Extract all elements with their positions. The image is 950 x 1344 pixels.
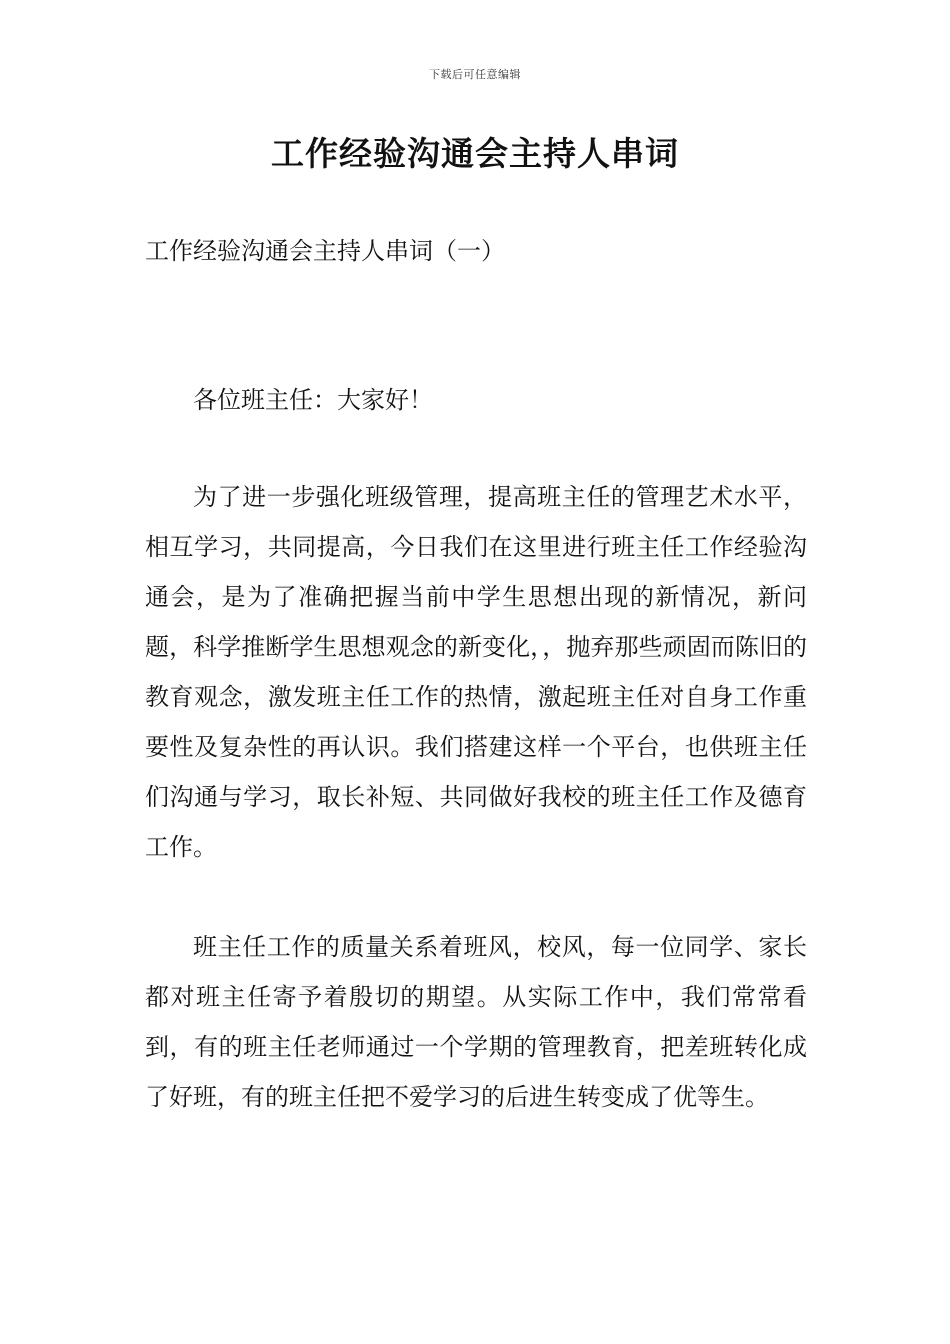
header-note: 下载后可任意编辑 [429,68,521,81]
body-paragraph-1: 为了进一步强化班级管理，提高班主任的管理艺术水平，相互学习，共同提高，今日我们在这里进行班主任工作经验沟通会，是为了准确把握当前中学生思想出现的新情况，新问题，科学推断学生思想观念的新变化，，抛弃那些顽固而陈旧的教育观念，激发班主任工作的热情，激起班主任对自身工作重要性及复杂性的再认识。我们搭建这样一个平台，也供班主任们沟通与学习，取长补短、共同做好我校的班主任工作及德育工作。 [145,483,807,861]
body-paragraph-2: 班主任工作的质量关系着班风，校风，每一位同学、家长都对班主任寄予着殷切的期望。从实际工作中，我们常常看到，有的班主任老师通过一个学期的管理教育，把差班转化成了好班，有的班主任把不爱学习的后进生转变成了优等生。 [145,933,807,1111]
greeting-paragraph: 各位班主任：大家好！ [193,386,433,414]
document-title: 工作经验沟通会主持人串词 [271,134,679,173]
document-subtitle: 工作经验沟通会主持人串词（一） [145,237,505,265]
